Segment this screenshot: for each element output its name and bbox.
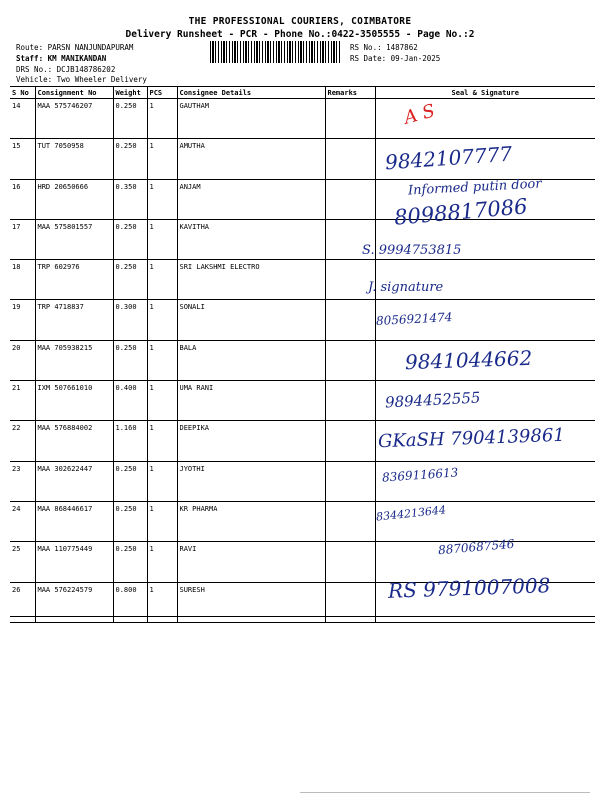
cell-consignment-no: MAA 575746207 — [35, 99, 113, 139]
cell-pcs: 1 — [147, 260, 177, 300]
cell-remarks — [325, 99, 375, 139]
cell-pcs: 1 — [147, 421, 177, 461]
cell-remarks — [325, 542, 375, 582]
cell-pcs: 1 — [147, 219, 177, 259]
cell-pcs: 1 — [147, 139, 177, 179]
vehicle: Vehicle: Two Wheeler Delivery — [16, 75, 147, 84]
cell-sno: 18 — [10, 260, 35, 300]
cell-pcs: 1 — [147, 340, 177, 380]
cell-consignment-no: MAA 868446617 — [35, 501, 113, 541]
cell-weight: 0.250 — [113, 219, 147, 259]
cell-sno: 14 — [10, 99, 35, 139]
cell-consignee: AMUTHA — [177, 139, 325, 179]
cell-consignment-no: MAA 302622447 — [35, 461, 113, 501]
table-row — [10, 99, 595, 139]
cell-consignee: JYOTHI — [177, 461, 325, 501]
table-row — [10, 260, 595, 300]
signature-19: 8056921474 — [375, 310, 453, 328]
table-row — [10, 300, 595, 340]
cell-consignee: DEEPIKA — [177, 421, 325, 461]
cell-sno: 15 — [10, 139, 35, 179]
table-row — [10, 381, 595, 421]
cell-sno: 16 — [10, 179, 35, 219]
cell-remarks — [325, 300, 375, 340]
cell-weight: 0.250 — [113, 501, 147, 541]
col-signature: Seal & Signature — [375, 87, 595, 99]
cell-pcs: 1 — [147, 381, 177, 421]
cell-sno: 23 — [10, 461, 35, 501]
signature-21: 9894452555 — [384, 388, 481, 412]
cell-consignee: BALA — [177, 340, 325, 380]
cell-remarks — [325, 179, 375, 219]
cell-remarks — [325, 340, 375, 380]
cell-remarks — [325, 461, 375, 501]
cell-weight: 1.160 — [113, 421, 147, 461]
cell-consignment-no: IXM 507661010 — [35, 381, 113, 421]
signature-14: A S — [401, 100, 438, 129]
cell-sno: 19 — [10, 300, 35, 340]
cell-sno: 20 — [10, 340, 35, 380]
cell-weight: 0.350 — [113, 179, 147, 219]
cell-consignment-no: MAA 576224579 — [35, 582, 113, 622]
cell-sno: 21 — [10, 381, 35, 421]
cell-consignee: RAVI — [177, 542, 325, 582]
col-pcs: PCS — [147, 87, 177, 99]
cell-consignment-no: MAA 576884002 — [35, 421, 113, 461]
cell-pcs: 1 — [147, 99, 177, 139]
cell-remarks — [325, 139, 375, 179]
cell-weight: 0.250 — [113, 461, 147, 501]
cell-consignee: KR PHARMA — [177, 501, 325, 541]
rs-date: RS Date: 09-Jan-2025 — [350, 54, 441, 63]
cell-weight: 0.250 — [113, 139, 147, 179]
cell-weight: 0.400 — [113, 381, 147, 421]
cell-consignee: SRI LAKSHMI ELECTRO — [177, 260, 325, 300]
note-16: Informed putin door — [407, 176, 542, 199]
col-consignee: Consignee Details — [177, 87, 325, 99]
cell-pcs: 1 — [147, 461, 177, 501]
cell-consignment-no: MAA 705938215 — [35, 340, 113, 380]
cell-weight: 0.250 — [113, 99, 147, 139]
cell-pcs: 1 — [147, 582, 177, 622]
signature-26: RS 9791007008 — [387, 573, 551, 603]
col-weight: Weight — [113, 87, 147, 99]
route: Route: PARSN NANJUNDAPURAM — [16, 43, 134, 52]
cell-consignee: GAUTHAM — [177, 99, 325, 139]
cell-consignment-no: MAA 575801557 — [35, 219, 113, 259]
signature-17: S. 9994753815 — [362, 243, 462, 258]
signature-18: J. signature — [368, 280, 444, 295]
signature-20: 9841044662 — [404, 345, 533, 375]
signature-23: 8369116613 — [381, 465, 459, 485]
rs-number: RS No.: 1487862 — [350, 43, 418, 52]
cell-pcs: 1 — [147, 300, 177, 340]
cell-pcs: 1 — [147, 542, 177, 582]
signature-15: 9842107777 — [384, 141, 513, 175]
table-bottom-rule — [10, 616, 595, 617]
cell-weight: 0.250 — [113, 542, 147, 582]
cell-remarks — [325, 381, 375, 421]
signature-16: 8098817086 — [393, 194, 529, 230]
signature-22: GKaSH 7904139861 — [377, 424, 566, 453]
staff: Staff: KM MANIKANDAN — [16, 54, 107, 63]
cell-weight: 0.250 — [113, 340, 147, 380]
cell-consignee: SURESH — [177, 582, 325, 622]
document-subtitle: Delivery Runsheet - PCR - Phone No.:0422-3505555 - Page No.:2 — [125, 29, 475, 40]
cell-consignee: SONALI — [177, 300, 325, 340]
cell-consignee: ANJAM — [177, 179, 325, 219]
cell-consignment-no: TRP 4718837 — [35, 300, 113, 340]
barcode — [210, 41, 340, 63]
cell-sno: 25 — [10, 542, 35, 582]
cell-pcs: 1 — [147, 179, 177, 219]
document-title: THE PROFESSIONAL COURIERS, COIMBATORE — [188, 16, 412, 27]
cell-pcs: 1 — [147, 501, 177, 541]
table-row — [10, 461, 595, 501]
footer-rule — [300, 792, 590, 793]
cell-consignment-no: TRP 602976 — [35, 260, 113, 300]
cell-weight: 0.300 — [113, 300, 147, 340]
cell-consignee: KAVITHA — [177, 219, 325, 259]
cell-sno: 26 — [10, 582, 35, 622]
cell-remarks — [325, 501, 375, 541]
cell-consignment-no: TUT 7050958 — [35, 139, 113, 179]
cell-sno: 24 — [10, 501, 35, 541]
cell-weight: 0.250 — [113, 260, 147, 300]
signature-24: 8344213644 — [375, 503, 447, 524]
table-row — [10, 219, 595, 259]
cell-weight: 0.800 — [113, 582, 147, 622]
cell-sno: 22 — [10, 421, 35, 461]
table-row — [10, 501, 595, 541]
signature-25: 8870687546 — [437, 536, 515, 558]
cell-remarks — [325, 421, 375, 461]
cell-consignee: UMA RANI — [177, 381, 325, 421]
cell-sno: 17 — [10, 219, 35, 259]
col-remarks: Remarks — [325, 87, 375, 99]
col-sno: S No — [10, 87, 35, 99]
table-header — [10, 87, 595, 99]
cell-consignment-no: MAA 110775449 — [35, 542, 113, 582]
drs-number: DRS No.: DCJB148786202 — [16, 65, 116, 74]
col-consignment: Consignment No — [35, 87, 113, 99]
cell-consignment-no: HRD 20650666 — [35, 179, 113, 219]
